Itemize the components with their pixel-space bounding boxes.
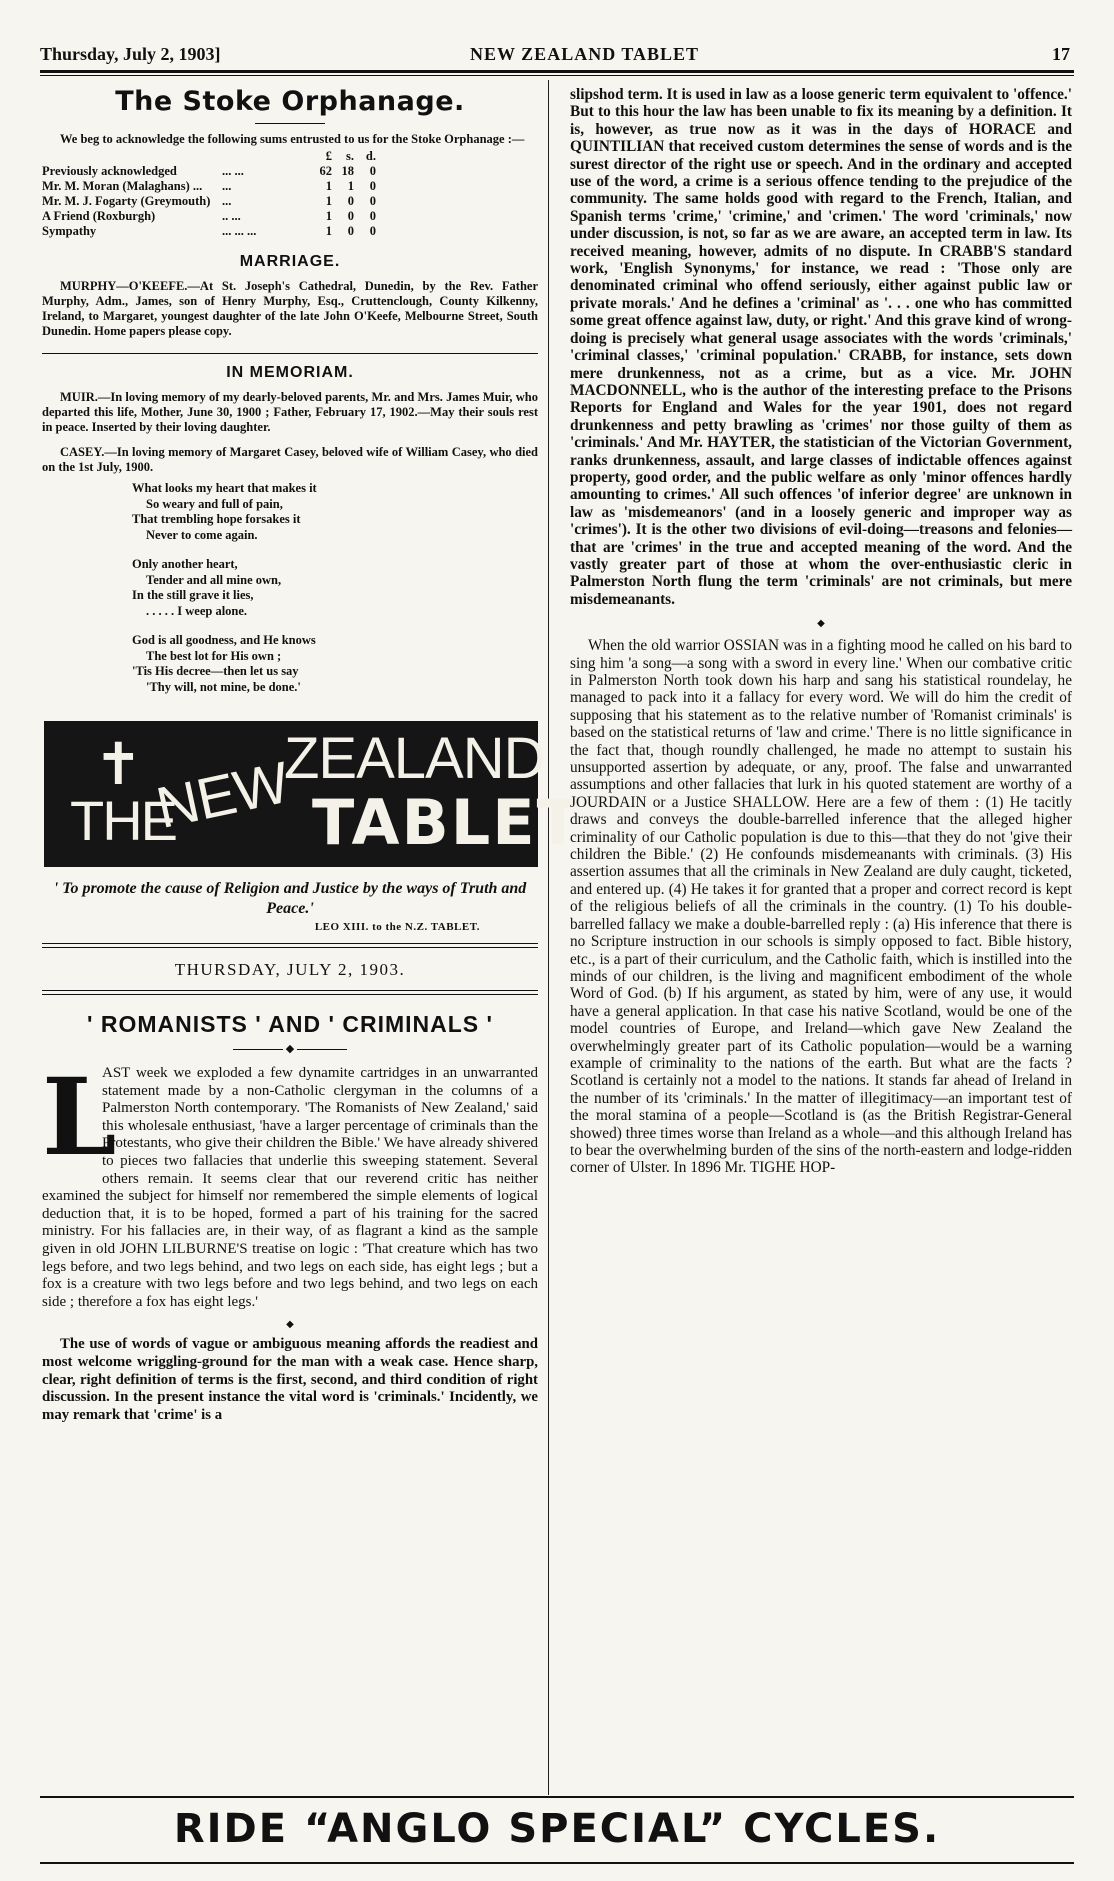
pence-header: d. (365, 149, 376, 163)
memoriam-casey: CASEY.—In loving memory of Margaret Casey, beloved wife of William Casey, who died on the 1st July, 1900. (42, 445, 538, 474)
pence: 0 (369, 224, 376, 238)
donation-row (42, 209, 376, 224)
donation-row (42, 224, 376, 239)
logo-word-tablet: TABLET (312, 786, 581, 859)
running-head (40, 44, 1074, 70)
leader-dots: .. ... (222, 209, 241, 223)
footer-rule (40, 1796, 1074, 1798)
divider (42, 353, 538, 354)
poem-line: That trembling hope forsakes it (132, 512, 301, 526)
pence: 0 (369, 194, 376, 208)
poem-line: The best lot for His own ; (146, 648, 282, 663)
pounds: 1 (325, 224, 332, 238)
logo-word-new: NEW (150, 749, 294, 841)
cross-icon: ✝ (94, 730, 143, 798)
marriage-notice: MURPHY—O'KEEFE.—At St. Joseph's Cathedral, Dunedin, by the Rev. Father Murphy, Adm., James, son of Henry Murphy, Esq., Cruttenclough, County Kilkenny, Ireland, to Margaret, youngest daughter of the late John O'Keefe, Melbourne Street, South Dunedin. Home papers please copy. (42, 279, 538, 338)
editorial-heading: ' ROMANISTS ' AND ' CRIMINALS ' (87, 1011, 493, 1037)
poem-line: 'Tis His decree—then let us say (132, 664, 299, 678)
pence: 0 (369, 179, 376, 193)
orphanage-heading: The Stoke Orphanage. (115, 86, 465, 117)
paper-title: NEW ZEALAND TABLET (470, 44, 700, 64)
leader-dots: ... ... ... (222, 224, 257, 238)
editorial-paragraph-4: When the old warrior OSSIAN was in a fighting mood he called on his bard to sing him 'a song—a song with a sword in every line.' When our combative critic in Palmerston North took down his harp and sang his statistical roundelay, he managed to pack into it a fallacy for every word. We will do him the credit of supposing that his statement as to the relative number of 'Romanist criminals' is based on the statistical returns of 'law and crime.' There is no little significance in the fact that, though roundly challenged, he made no attempt to sustain his unsupported assertion by adequate, or any, proof. The false and unwarranted assumptions and other fallacies that lurk in his quoted statement are worthy of a JOURDAIN or a Justice SHALLOW. Here are a few of them : (1) He tacitly draws and conveys the double-barrelled inference that the alleged higher criminality of our Catholic population is due to this—that they do not 'give their children the Bible.' (2) He confounds misdemeanants with criminals. (3) His assertion assumes that all the criminals in New Zealand are duly caught, ticketed, and entered up. (4) He takes it for granted that a proper and correct record is kept of the religious beliefs of all the criminals in the country. (1) To his double-barrelled fallacy we make a double-barrelled reply : (a) His inference that there is no Scripture instruction in our schools is simply opposed to fact. Bible history, etc., is a part of their curriculum, and the Catholic faith, which is instilled into the minds of our children, is the living and magnificent embodiment of the whole Word of God. (b) If his argument, as stated by him, were of any use, it would have a general application. In that case his native Scotland, would be one of the model countries of Europe, and Ireland—which gave New Zealand the overwhelmingly greater part of its Catholic population—would be a warning example of criminality to the nations of the earth. But what are the facts ? Scotland is certainly not a model to the nations. It stands far ahead of Ireland in the number of its 'criminals.' In the matter of illegitimacy—an important test of the moral stamina of a people—Scotland is (as the British Registrar-General showed) three times worse than Ireland as a whole—and this although Ireland has to bear the overwhelming burden of the sins of the north-eastern and lodge-ridden corner of Ulster. In 1896 Mr. TIGHE HOP- (570, 637, 1072, 1177)
drop-cap: L (42, 1054, 117, 1179)
currency-header-row (42, 149, 376, 164)
cycles-advertisement: RIDE “ANGLO SPECIAL” CYCLES. (173, 1806, 941, 1852)
logo-word-zealand: ZEALAND (284, 726, 545, 791)
leader-dots: ... (222, 179, 232, 193)
poem-stanza (132, 557, 538, 619)
shillings-header: s. (346, 149, 354, 163)
pence: 0 (369, 209, 376, 223)
donor-name: Mr. M. J. Fogarty (Greymouth) (42, 194, 211, 208)
divider (255, 123, 325, 124)
poem-line: Never to come again. (146, 527, 258, 542)
paragraph-text: AST week we exploded a few dynamite cartridges in an unwarranted statement made by a non-Catholic clergyman in the columns of a Palmerston North contemporary. 'The Romanists of New Zealand,' said this wholesale enthusiast, 'have a larger percentage of criminals than the Protestants, who give their children the Bible.' We have already shivered to pieces two fallacies that underlie this sweeping statement. Several others remain. It seems clear that our reverend critic has neither examined the subject for himself nor remembered the simple elements of logical deduction that, it is to be hoped, formed a part of his training for the sacred ministry. For his fallacies are, in their way, of as flagrant a kind as the sample given in old JOHN LILBURNE'S treatise on logic : 'That creature which has two legs before, and two legs behind, and two legs on each side, has eight legs ; but a fox is a creature with two legs before and two legs behind, and two legs on each side ; therefore a fox has eight legs.' (42, 1065, 538, 1310)
donations-table (42, 149, 376, 239)
pounds: 1 (325, 209, 332, 223)
memoriam-muir: MUIR.—In loving memory of my dearly-beloved parents, Mr. and Mrs. James Muir, who departed this life, Mother, June 30, 1900 ; Father, February 17, 1902.—May their souls rest in peace. Inserted by their loving daughter. (42, 390, 538, 434)
column-divider (548, 80, 549, 1795)
motto: ' To promote the cause of Religion and Justice by the ways of Truth and Peace.' (53, 880, 527, 917)
poem-line: Only another heart, (132, 557, 238, 571)
poem-line: In the still grave it lies, (132, 588, 254, 602)
shillings: 1 (347, 179, 354, 193)
memoriam-heading: IN MEMORIAM. (226, 364, 354, 381)
pounds: 1 (325, 194, 332, 208)
left-column (42, 86, 581, 1424)
ornament-rule: ◆ (42, 1042, 538, 1055)
donor-name: Mr. M. Moran (Malaghans) ... (42, 179, 203, 193)
ornament: ◆ (286, 1319, 294, 1331)
leader-dots: ... (222, 194, 232, 208)
footer-rule (40, 1862, 1074, 1864)
memorial-poem (132, 481, 538, 695)
leader-dots: ... ... (222, 164, 244, 178)
donor-name: Sympathy (42, 224, 97, 238)
divider (42, 943, 538, 948)
donor-name: Previously acknowledged (42, 164, 177, 178)
shillings: 0 (347, 209, 354, 223)
poem-line: . . . . . I weep alone. (146, 603, 248, 618)
poem-line: Tender and all mine own, (146, 572, 282, 587)
tablet-logo (44, 721, 581, 867)
poem-line: God is all goodness, and He knows (132, 633, 316, 647)
poem-line: What looks my heart that makes it (132, 481, 317, 495)
poem-line: 'Thy will, not mine, be done.' (146, 679, 301, 694)
editorial-paragraph-2: The use of words of vague or ambiguous meaning affords the readiest and most welcome wriggling-ground for the man with a weak case. Hence sharp, clear, right definition of terms is the first, second, and third condition of right discussion. In the present instance the vital word is 'criminals.' Incidently, we may remark that 'crime' is a (42, 1336, 538, 1423)
poem-stanza (132, 633, 538, 695)
header-rule-thin (40, 75, 1074, 76)
shillings: 0 (347, 224, 354, 238)
donation-row (42, 164, 376, 179)
dateline: THURSDAY, JULY 2, 1903. (174, 960, 406, 979)
pounds: 1 (325, 179, 332, 193)
pounds: 62 (319, 164, 332, 178)
issue-date: Thursday, July 2, 1903] (40, 44, 221, 64)
editorial-paragraph-1 (42, 1054, 538, 1311)
poem-stanza (132, 481, 538, 543)
donation-row (42, 194, 376, 209)
pence: 0 (369, 164, 376, 178)
donation-row (42, 179, 376, 194)
shillings: 0 (347, 194, 354, 208)
logo-word-the: THE (70, 789, 176, 852)
editorial-paragraph-3: slipshod term. It is used in law as a loose generic term equivalent to 'offence.' But to this hour the law has been unable to fix its meaning by a definition. It is, however, as true now as it was in the days of HORACE and QUINTILIAN that received custom determines the sense of words and is the surest director of the right use or speech. And in the ordinary and accepted use of the word, a crime is a serious offence tending to the prejudice of the community. The same holds good with regard to the French, Italian, and Spanish terms 'crime,' 'crimine,' and 'crimen.' The word 'criminals,' now under discussion, is not, so far as we are aware, an accepted term in law. Its received meaning, however, admits of no dispute. In CRABB'S standard work, 'English Synonyms,' for instance, we read : 'Those only are denominated criminal who offend seriously, either against public law or private morals.' And he defines a 'criminal' as '. . . one who has committed some great offence against law, duty, or right.' And this grave kind of wrong-doing is precisely what general usage associates with the words 'criminals,' 'criminal classes,' 'criminal population.' CRABB, for instance, sets down mere drunkenness, not as a crime, but as a vice. Mr. JOHN MACDONNELL, who is the author of the interesting preface to the Prisons Reports for England and Wales for the year 1901, does not regard drunkenness and petty brawling as 'crimes' nor those guilty of them as 'criminals.' And Mr. HAYTER, the statistician of the Victorian Government, ranks drunkenness, assault, and large classes of indictable offences against property, good order, and the public welfare as only 'minor offences hardly amounting to crimes.' All such offences 'of inferior degree' are unknown in law as 'misdemeanors' (and in a loosely generic and improper way as 'crimes'). It is the other two divisions of evil-doing—treasons and felonies—that are 'crimes' in the true and accepted meaning of the word. And the vastly greater part of those at whom the over-enthusiastic cleric in Palmerston North flung the term 'criminals' are not criminals, but mere misdemeanants. (570, 86, 1072, 608)
ornament: ◆ (817, 618, 825, 630)
marriage-heading: MARRIAGE. (239, 253, 341, 270)
page-number: 17 (1052, 44, 1070, 64)
poem-line: So weary and full of pain, (146, 496, 283, 511)
pounds-header: £ (325, 149, 332, 163)
divider (42, 990, 538, 995)
donor-name: A Friend (Roxburgh) (42, 209, 156, 223)
right-column (570, 86, 1072, 1177)
orphanage-intro: We beg to acknowledge the following sums entrusted to us for the Stoke Orphanage :— (60, 132, 525, 146)
header-rule (40, 70, 1074, 73)
shillings: 18 (341, 164, 354, 178)
motto-attribution: LEO XIII. to the N.Z. TABLET. (314, 921, 480, 933)
